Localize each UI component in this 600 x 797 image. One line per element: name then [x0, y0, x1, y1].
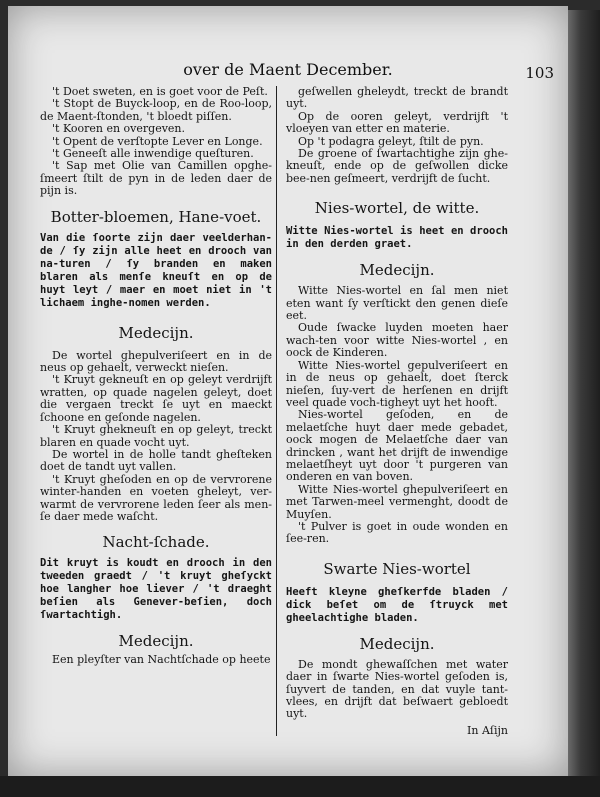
remedy-line: 't Kooren en overgeven. [52, 122, 186, 136]
remedy-line: Witte Nies-wortel ghepulveriſeert en met Tarwen-meel vermenght, doodt de Muyſen. [286, 482, 508, 521]
blackletter-paragraph: Heeft kleyne gheſkerfde bladen / dick beſet om de ſtruyck met gheelachtighe bladen. [286, 585, 508, 624]
remedy-line: 't Kruyt gekneuſt en op geleyt verdrijft wratten, op quade nagelen geleyt, doet die vergaen treckt ſe uyt en maeckt ſchoone en geſonde nagelen. [40, 373, 272, 424]
catchword: In Aſijn [467, 723, 508, 737]
blackletter-paragraph: Dit kruyt is koudt en drooch in den tweeden graedt / 't kruyt gheſyckt hoe langher hoe liever / 't draeght beſien als Genever-beſien, doch ſwartachtigh. [40, 557, 272, 622]
column-divider [276, 86, 277, 736]
remedy-line: 't Pulver is goet in oude wonden en ſee-ren. [286, 519, 508, 546]
remedy-line: Oude ſwacke luyden moeten haer wach-ten voor witte Nies-wortel , en oock de Kinderen. [286, 321, 508, 360]
remedy-line: De wortel ghepulveriſeert en in de neus op gehaelt, verweckt nieſen. [40, 348, 272, 375]
blackletter-paragraph: Van die ſoorte zijn daer veelderhan-de / ſy zijn alle heet en drooch van na-turen / ſy branden en maken blaren als menſe kneuſt en op de huyt leyt / maer en moet niet in 't lichaem inghe-nomen werden. [40, 231, 272, 309]
section-heading: Nacht-ſchade. [102, 533, 210, 552]
medicine-heading: Medecijn. [359, 261, 435, 280]
remedy-line: De groene of ſwartachtighe zijn ghe-kneuſt, ende op de geſwollen dicke bee-nen geſmeert, verdrijft de ſucht. [286, 147, 508, 185]
remedy-line: 't Stopt de Buyck-loop, en de Roo-loop, de Maent-ſtonden, 't bloedt piſſen. [40, 97, 272, 123]
section-heading: Botter-bloemen, Hane-voet. [50, 207, 262, 226]
left-column [40, 86, 272, 667]
remedy-line: 't Kruyt gheſoden en op de vervrorene winter-handen en voeten gheleyt, ver-warmt de vervrorene leden ſeer als men-ſe daer mede waſcht. [40, 472, 272, 523]
remedy-line: Witte Nies-wortel en ſal men niet eten want ſy verſtickt den genen dieſe eet. [286, 284, 508, 323]
remedy-line: Nies-wortel geſoden, en de melaetſche huyt daer mede gebadet, oock mogen de Melaetſche daer van drincken , want het drijft de inwendige melaetſheyt uyt door 't purgeren van onderen en van boven. [286, 408, 508, 484]
running-header: over de Maent December. [183, 60, 393, 79]
remedy-line: 't Sap met Olie van Camillen opghe-ſmeert ſtilt de pyn in de leden daer de pijn is. [40, 159, 272, 198]
medicine-heading: Medecijn. [118, 632, 194, 651]
section-heading: Nies-wortel, de witte. [314, 199, 480, 218]
remedy-line: geſwellen gheleydt, treckt de brandt uyt. [286, 85, 508, 111]
remedy-line: Een pleyſter van Nachtſchade op heete [52, 653, 271, 667]
right-column [286, 86, 508, 737]
medicine-heading: Medecijn. [359, 634, 435, 653]
remedy-line: Witte Nies-wortel gepulveriſeert en in de neus op gehaelt, doet ſterck nieſen, ſuy-vert de herſenen en drijft veel quade voch-tigheyt uyt het hooft. [286, 358, 508, 409]
blackletter-paragraph: Witte Nies-wortel is heet en drooch in den derden graet. [286, 225, 508, 251]
remedy-line: 't Doet sweten, en is goet voor de Peſt. [52, 85, 268, 98]
remedy-line: De wortel in de holle tandt gheſteken doet de tandt uyt vallen. [40, 447, 272, 474]
remedy-line: Op 't podagra geleyt, ſtilt de pyn. [298, 134, 484, 148]
remedy-line: 't Opent de verſtopte Lever en Longe. [52, 134, 263, 148]
scan-border [0, 776, 600, 797]
book-page [8, 6, 568, 776]
book-edge [568, 10, 600, 797]
medicine-heading: Medecijn. [118, 323, 194, 342]
remedy-line: 't Geneeſt alle inwendige queſturen. [52, 147, 254, 161]
remedy-line: Op de ooren geleyt, verdrijft 't vloeyen van etter en materie. [286, 109, 508, 136]
remedy-line: De mondt ghewaſſchen met water daer in ſwarte Nies-wortel geſoden is, ſuyvert de tanden, en dat vuyle tant-vlees, en drijft dat beſwaert gebloedt uyt. [286, 657, 508, 721]
page-number: 103 [525, 64, 554, 82]
remedy-line: 't Kruyt ghekneuſt en op geleyt, treckt blaren en quade vocht uyt. [40, 423, 272, 449]
section-heading: Swarte Nies-wortel [323, 559, 471, 578]
